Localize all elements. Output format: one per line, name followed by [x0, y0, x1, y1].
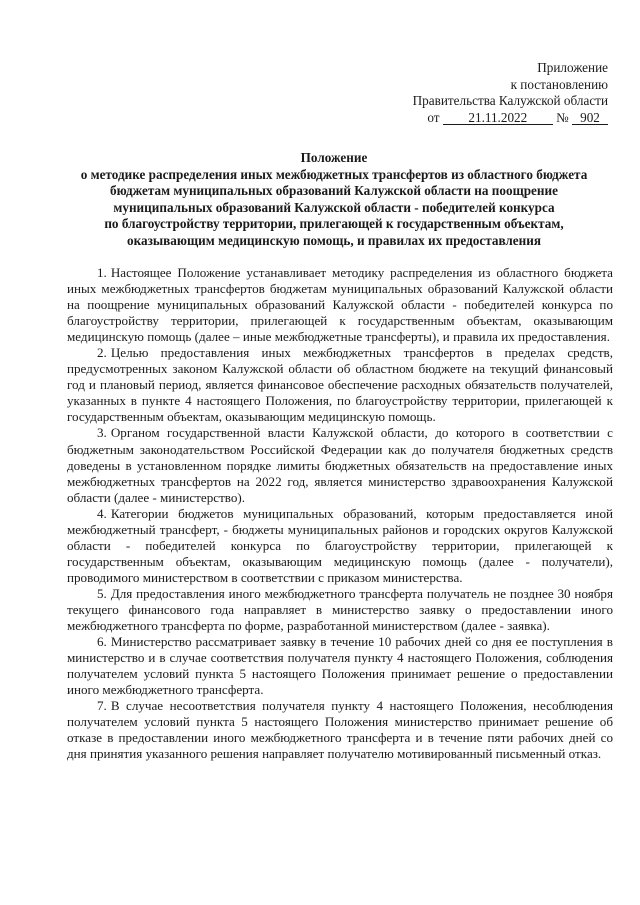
paragraph-text: Категории бюджетов муниципальных образований, которым предоставляется иной межбюджетный трансферт, - бюджеты муниципальных районов и городских округов Калужской области - победителей конкурса по благоустройству территории, прилегающей к государственным объектам, оказывающим медицинскую помощь (далее - получатели), проводимого министерством в соответствии с приказом министерства.: [67, 505, 613, 585]
annex-resolution: к постановлению: [510, 76, 608, 92]
annex-header: [308, 60, 608, 126]
paragraph-text: Для предоставления иного межбюджетного трансферта получатель не позднее 30 ноября текущего финансового года направляет в министерство заявку о предоставлении иного межбюджетного трансферта по форме, разработанной министерством (далее - заявка).: [67, 585, 613, 634]
paragraph-4: [67, 506, 613, 586]
title-line: по благоустройству территории, прилегающей к государственным объектам,: [104, 216, 564, 232]
title-line: бюджетам муниципальных образований Калужской области на поощрение: [110, 183, 558, 199]
title-line: муниципальных образований Калужской области - победителей конкурса: [113, 199, 555, 215]
paragraph-number: 4.: [97, 505, 107, 521]
paragraph-number: 7.: [97, 698, 107, 714]
paragraph-6: [67, 634, 613, 698]
paragraph-number: 6.: [97, 634, 107, 650]
annex-government: Правительства Калужской области: [412, 93, 608, 108]
document-title: [60, 150, 608, 250]
title-line: оказывающим медицинскую помощь, и правилах их предоставления: [127, 232, 541, 248]
paragraph-text: Целью предоставления иных межбюджетных трансфертов в пределах средств, предусмотренных законом Калужской области об областном бюджете на текущий финансовый год и плановый период, является финансовое обеспечение расходных обязательств получателей, указанных в пункте 4 настоящего Положения, по благоустройству территории, прилегающей к государственным объектам, оказывающим медицинскую помощь.: [67, 345, 613, 425]
title-heading: Положение: [300, 150, 368, 165]
date-prefix: от: [427, 109, 440, 125]
paragraph-number: 3.: [97, 425, 107, 441]
paragraph-text: Настоящее Положение устанавливает методику распределения из областного бюджета иных межбюджетных трансфертов бюджетам муниципальных образований Калужской области на поощрение муниципальных образований Калужской области - победителей конкурса по благоустройству территории, прилегающей к государственным объектам, оказывающим медицинскую помощь (далее – иные межбюджетные трансферты), и правила их предоставления.: [67, 265, 613, 345]
paragraph-5: [67, 586, 613, 634]
annex-date-row: [308, 110, 608, 127]
paragraph-3: [67, 425, 613, 505]
document-body: [67, 265, 613, 762]
annex-label: Приложение: [537, 60, 608, 75]
date-value: 21.11.2022: [443, 111, 553, 125]
paragraph-text: Органом государственной власти Калужской области, до которого в соответствии с бюджетным законодательством Российской Федерации как до получателя бюджетных средств доведены в установленном порядке лимиты бюджетных обязательств на предоставление иных межбюджетных трансфертов на 2022 год, является министерство здравоохранения Калужской области (далее - министерство).: [67, 425, 613, 505]
paragraph-number: 2.: [97, 345, 107, 361]
paragraph-number: 5.: [97, 585, 107, 601]
number-value: 902: [572, 111, 608, 125]
paragraph-text: В случае несоответствия получателя пункту 4 настоящего Положения, несоблюдения получателем условий пункта 5 настоящего Положения министерство принимает решение об отказе в предоставлении иного межбюджетного трансферта и в течение пяти рабочих дней со дня принятия указанного решения направляет получателю мотивированный письменный отказ.: [67, 698, 613, 762]
paragraph-7: [67, 698, 613, 762]
paragraph-2: [67, 345, 613, 425]
title-line: о методике распределения иных межбюджетных трансфертов из областного бюджета: [80, 166, 588, 182]
paragraph-text: Министерство рассматривает заявку в течение 10 рабочих дней со дня ее поступления в министерство и в случае соответствия получателя пункту 4 настоящего Положения, соблюдения получателем условий пункта 5 настоящего Положения принимает решение о предоставлении иного межбюджетного трансферта.: [67, 634, 613, 698]
number-prefix: №: [556, 109, 569, 125]
paragraph-1: [67, 265, 613, 345]
paragraph-number: 1.: [97, 265, 107, 280]
